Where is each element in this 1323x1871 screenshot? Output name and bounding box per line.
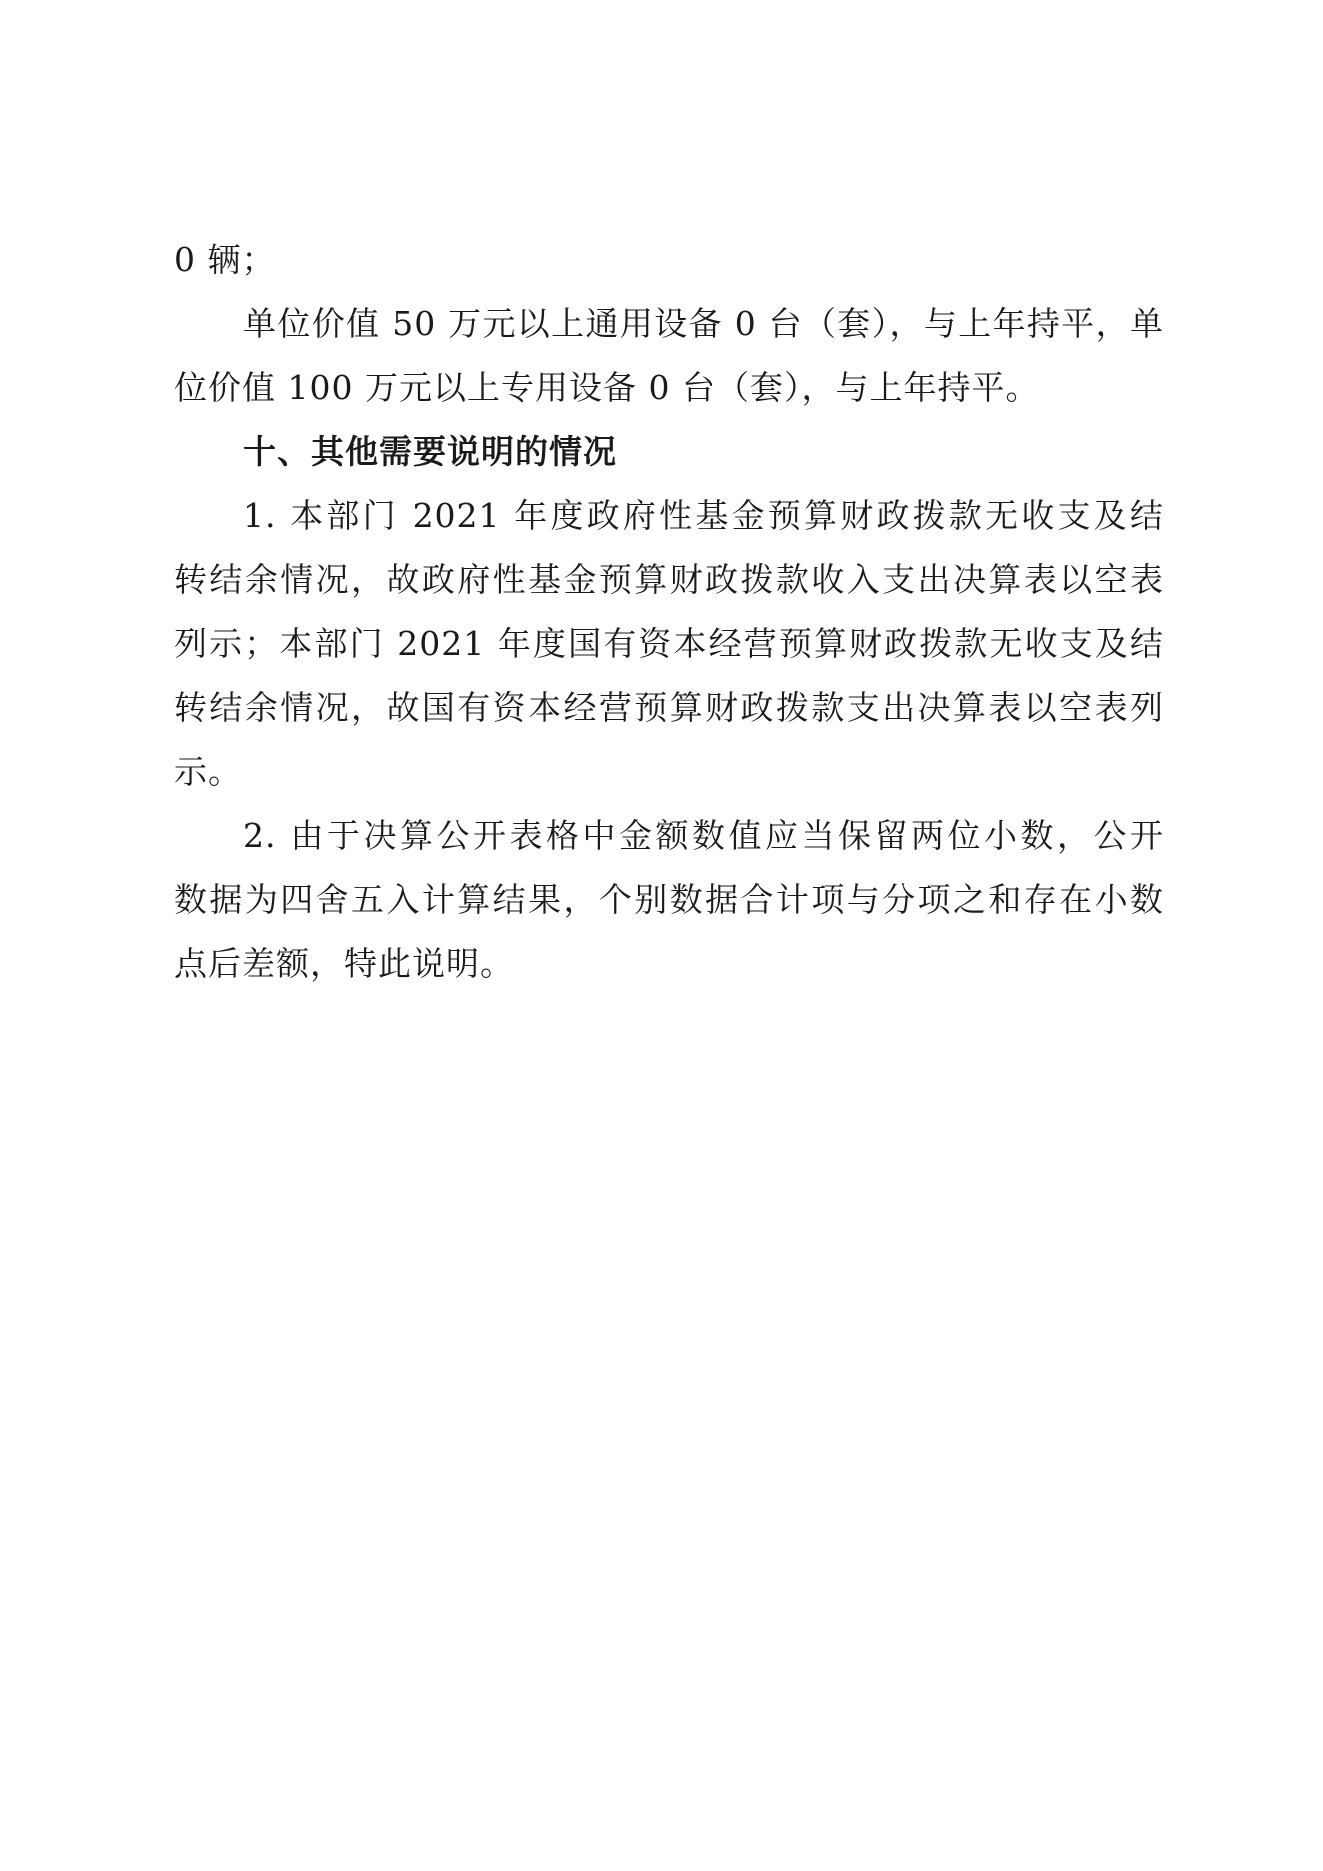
text-line: 转结余情况，故国有资本经营预算财政拨款支出决算表以空表列 (174, 688, 1164, 727)
text-line: 转结余情况，故政府性基金预算财政拨款收入支出决算表以空表 (174, 560, 1164, 599)
text-line: 2. 由于决算公开表格中金额数值应当保留两位小数，公开 (243, 816, 1164, 855)
text-line: 单位价值 50 万元以上通用设备 0 台（套），与上年持平，单 (243, 304, 1164, 343)
text-line: 1. 本部门 2021 年度政府性基金预算财政拨款无收支及结 (243, 496, 1164, 535)
text-line: 示。 (174, 752, 242, 791)
text-line: 列示；本部门 2021 年度国有资本经营预算财政拨款无收支及结 (174, 624, 1164, 663)
text-line: 点后差额，特此说明。 (174, 944, 514, 983)
text-line: 数据为四舍五入计算结果，个别数据合计项与分项之和存在小数 (174, 880, 1164, 919)
text-line: 位价值 100 万元以上专用设备 0 台（套），与上年持平。 (174, 368, 1040, 407)
text-line: 0 辆； (174, 240, 276, 279)
section-heading: 十、其他需要说明的情况 (243, 432, 617, 471)
